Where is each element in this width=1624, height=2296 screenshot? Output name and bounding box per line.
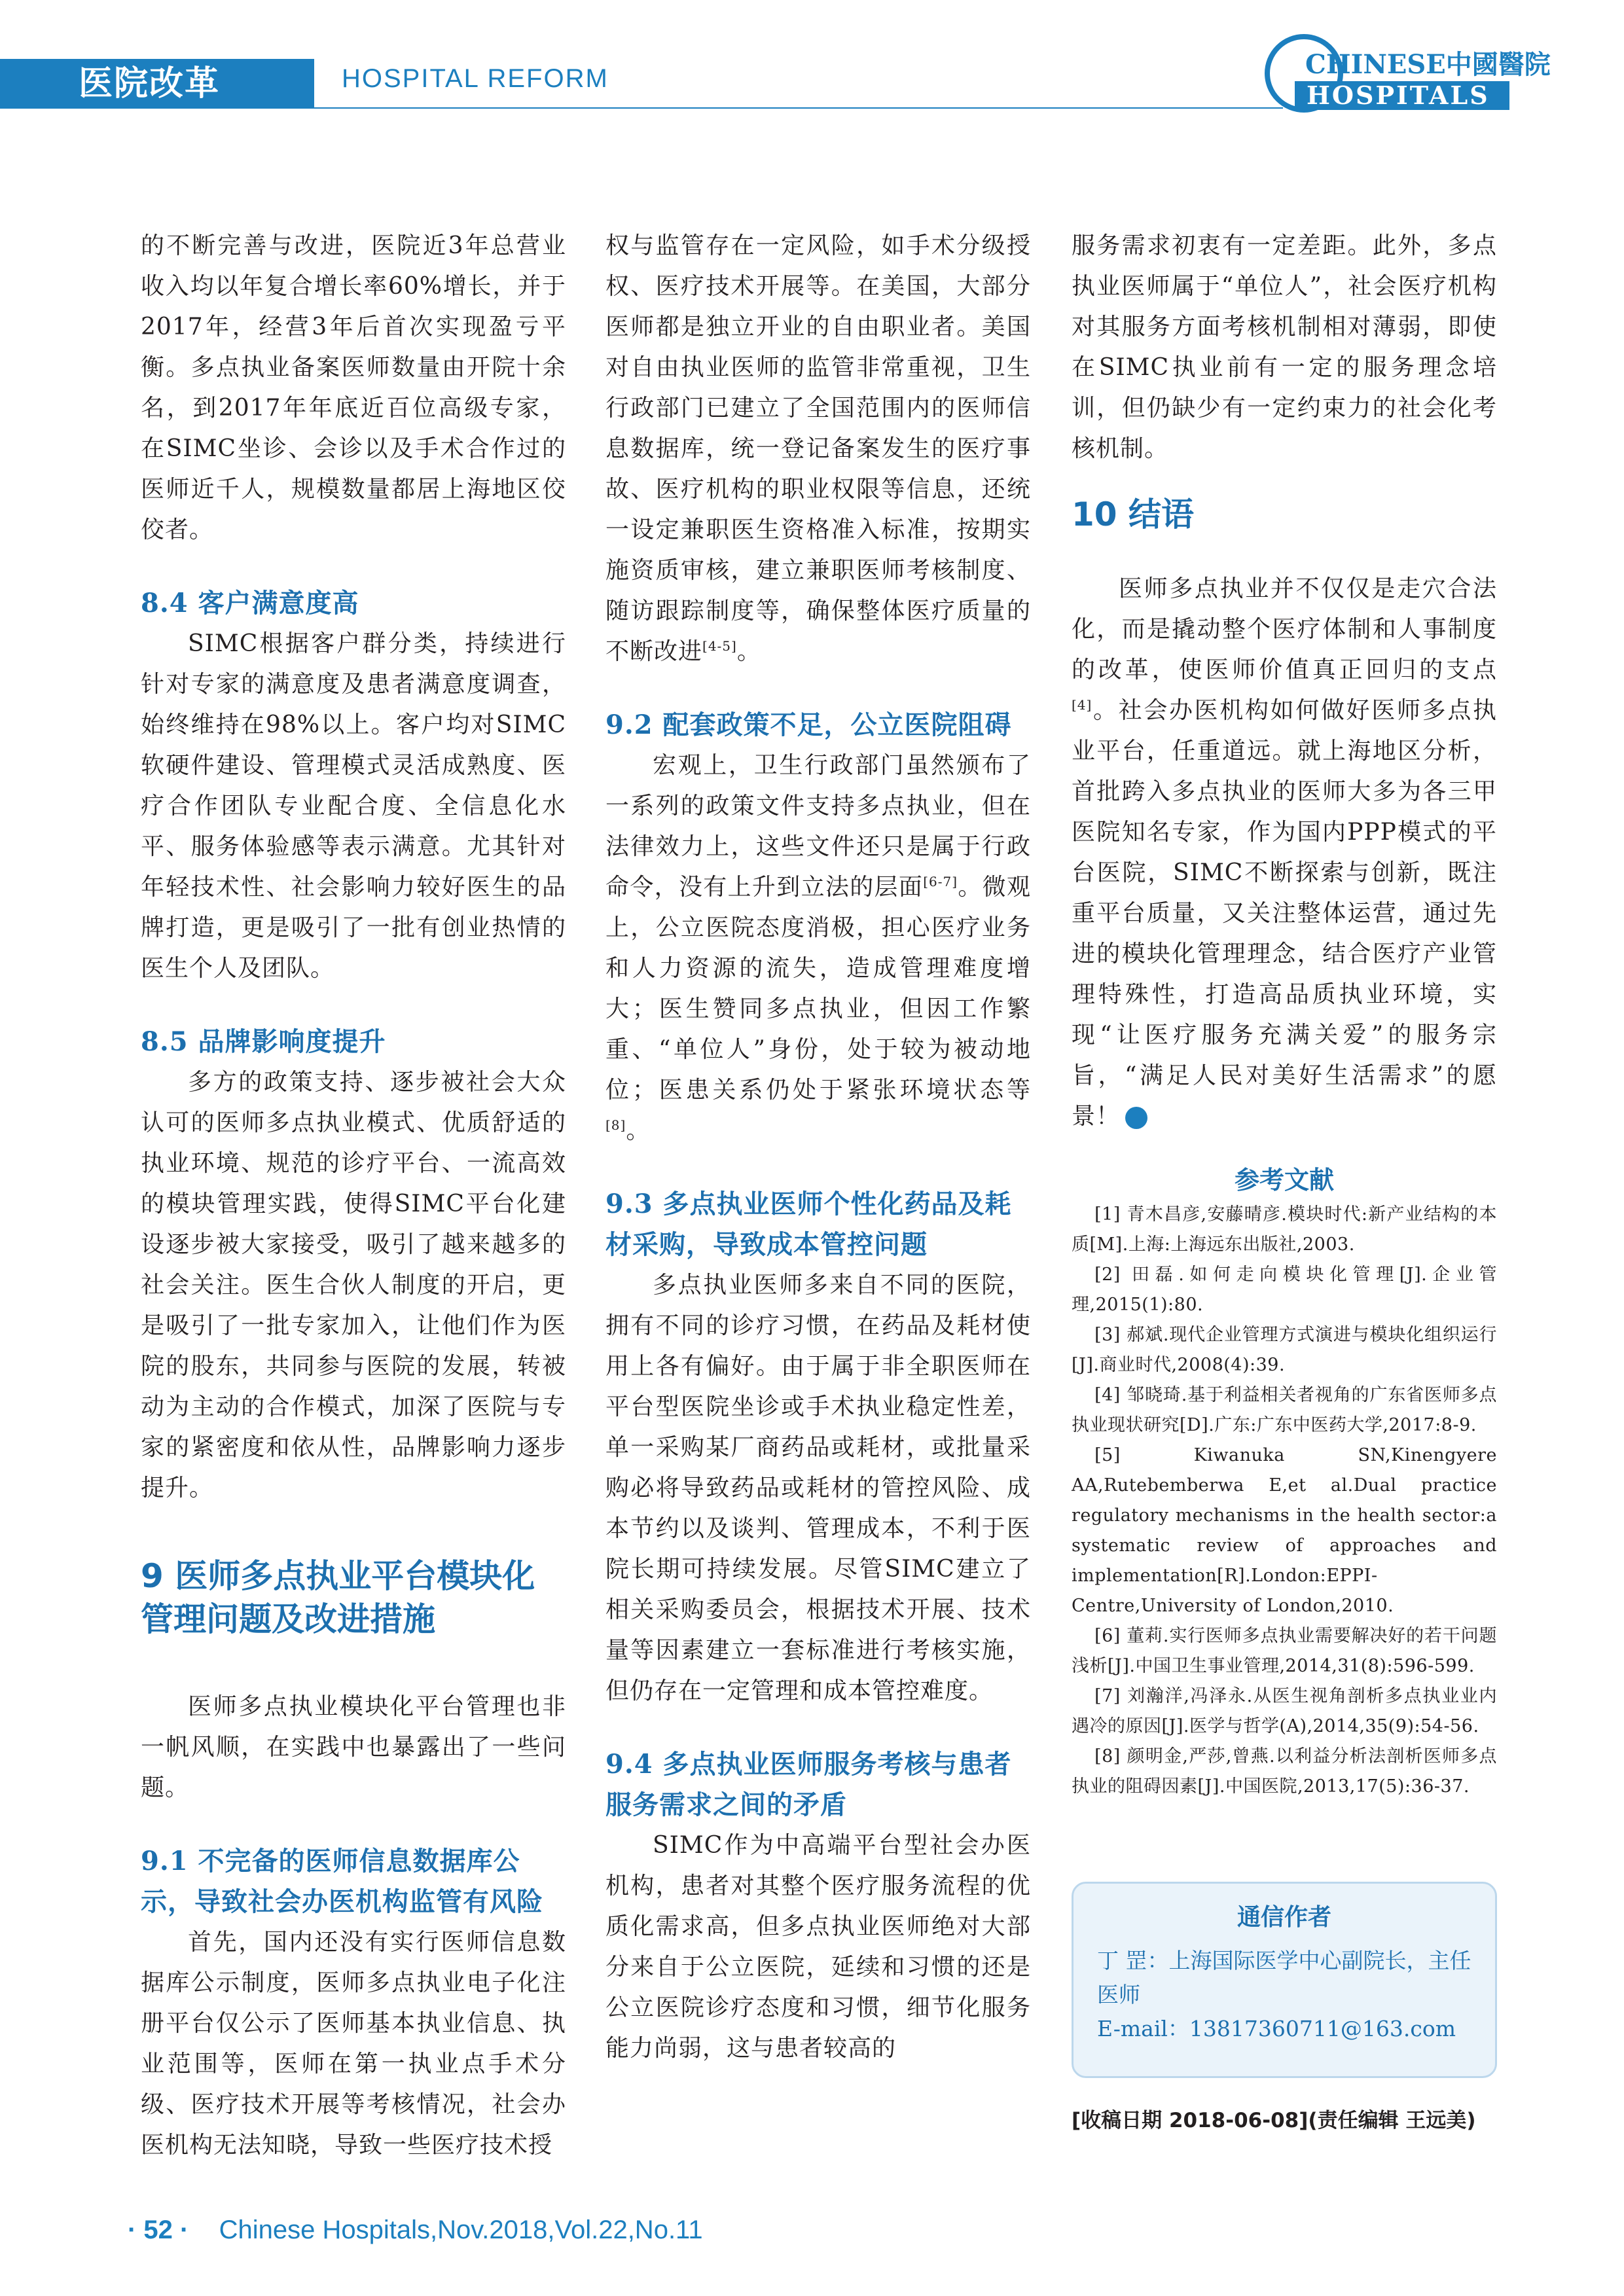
subheading-8-5: 8.5 品牌影响度提升 <box>141 1026 386 1057</box>
header-rule <box>314 107 1283 109</box>
journal-logo <box>1263 33 1551 115</box>
reference-item: [5] Kiwanuka SN,Kinengyere AA,Rutebemberwa E,et al.Dual practice regulatory mechanisms in the health sector:a systematic review of approaches and implementation[R].London:EPPI-Centre,University of London,2010. <box>1072 1445 1497 1616</box>
column-1 <box>141 226 566 2166</box>
section-heading-9: 9 医师多点执业平台模块化管理问题及改进措施 <box>141 1557 535 1638</box>
subheading-9-1: 9.1 不完备的医师信息数据库公示，导致社会办医机构监管有风险 <box>141 1846 543 1917</box>
paragraph: SIMC根据客户群分类，持续进行针对专家的满意度及患者满意度调查，始终维持在98%以上。客户均对SIMC软硬件建设、管理模式灵活成熟度、医疗合作团队专业配合度、全信息化水平、服务体验感等表示满意。尤其针对年轻技术性、社会影响力较好医生的品牌打造，更是吸引了一批有创业热情的医生个人及团队。 <box>141 630 566 982</box>
reference-item: [3] 郝斌.现代企业管理方式演进与模块化组织运行[J].商业时代,2008(4):39. <box>1072 1325 1497 1375</box>
citation: [6-7] <box>923 874 958 889</box>
correspondence-email: E-mail：13817360711@163.com <box>1097 2016 1456 2041</box>
subheading-8-4: 8.4 客户满意度高 <box>141 588 359 619</box>
paragraph: 宏观上，卫生行政部门虽然颁布了一系列的政策文件支持多点执业，但在法律效力上，这些文件还只是属于行政命令，没有上升到立法的层面[6-7]。微观上，公立医院态度消极，担心医疗业务和人力资源的流失，造成管理难度增大；医生赞同多点执业，但因工作繁重、“单位人”身份，处于较为被动地位；医患关系仍处于紧张环境状态等[8]。 <box>605 752 1031 1144</box>
paragraph: 多点执业医师多来自不同的医院，拥有不同的诊疗习惯，在药品及耗材使用上各有偏好。由于属于非全职医师在平台型医院坐诊或手术执业稳定性差，单一采购某厂商药品或耗材，或批量采购必将导致药品或耗材的管控风险、成本节约以及谈判、管理成本，不利于医院长期可持续发展。尽管SIMC建立了相关采购委员会，根据技术开展、技术量等因素建立一套标准进行考核实施，但仍存在一定管理和成本管控难度。 <box>605 1272 1031 1704</box>
paragraph: 多方的政策支持、逐步被社会大众认可的医师多点执业模式、优质舒适的执业环境、规范的诊疗平台、一流高效的模块管理实践，使得SIMC平台化建设逐步被大家接受，吸引了越来越多的社会关注。医生合伙人制度的开启，更是吸引了一批专家加入，让他们作为医院的股东，共同参与医院的发展，转被动为主动的合作模式，加深了医院与专家的紧密度和依从性，品牌影响力逐步提升。 <box>141 1069 566 1501</box>
page-number: · 52 · <box>128 2215 189 2244</box>
logo-top-text: CHINESE中國醫院 <box>1305 49 1551 80</box>
section-title-en: HOSPITAL REFORM <box>342 64 609 93</box>
reference-item: [2] 田磊.如何走向模块化管理[J].企业管理,2015(1):80. <box>1072 1265 1497 1315</box>
subheading-9-3: 9.3 多点执业医师个性化药品及耗材采购，导致成本管控问题 <box>605 1189 1012 1260</box>
paragraph: SIMC作为中高端平台型社会办医机构，患者对其整个医疗服务流程的优质化需求高，但多点执业医师绝对大部分来自于公立医院，延续和习惯的还是公立医院诊疗态度和习惯，细节化服务能力尚弱，这与患者较高的 <box>605 1832 1031 2062</box>
paragraph: 权与监管存在一定风险，如手术分级授权、医疗技术开展等。在美国，大部分医师都是独立开业的自由职业者。美国对自由执业医师的监管非常重视，卫生行政部门已建立了全国范围内的医师信息数据库，统一登记备案发生的医疗事故、医疗机构的职业权限等信息，还统一设定兼职医生资格准入标准，按期实施资质审核，建立兼职医师考核制度、随访跟踪制度等，确保整体医疗质量的不断改进[4-5]。 <box>605 232 1031 665</box>
correspondence-title: 通信作者 <box>1236 1904 1331 1931</box>
column-2 <box>605 226 1031 2069</box>
section-heading-10: 10 结语 <box>1072 495 1194 533</box>
paragraph: 首先，国内还没有实行医师信息数据库公示制度，医师多点执业电子化注册平台仅公示了医师基本执业信息、执业范围等，医师在第一执业点手术分级、医疗技术开展等考核情况，社会办医机构无法知晓，导致一些医疗技术授 <box>141 1929 566 2159</box>
citation: [4] <box>1072 697 1092 713</box>
reference-item: [4] 邹晓琦.基于利益相关者视角的广东省医师多点执业现状研究[D].广东:广东中医药大学,2017:8-9. <box>1072 1385 1497 1435</box>
subheading-9-2: 9.2 配套政策不足，公立医院阻碍 <box>605 709 1012 740</box>
reference-item: [6] 董莉.实行医师多点执业需要解决好的若干问题浅析[J].中国卫生事业管理,2014,31(8):596-599. <box>1072 1626 1497 1676</box>
paragraph: 医师多点执业并不仅仅是走穴合法化，而是撬动整个医疗体制和人事制度的改革，使医师价值真正回归的支点[4]。社会办医机构如何做好医师多点执业平台，任重道远。就上海地区分析，首批跨入多点执业的医师大多为各三甲医院知名专家，作为国内PPP模式的平台医院，SIMC不断探索与创新，既注重平台质量，又关注整体运营，通过先进的模块化管理理念，结合医疗产业管理特殊性，打造高品质执业环境，实现“让医疗服务充满关爱”的服务宗旨，“满足人民对美好生活需求”的愿景！ <box>1072 575 1497 1130</box>
reference-item: [7] 刘瀚洋,冯泽永.从医生视角剖析多点执业业内遇冷的原因[J].医学与哲学(A),2014,35(9):54-56. <box>1072 1686 1497 1736</box>
reference-item: [1] 青木昌彦,安藤晴彦.模块时代:新产业结构的本质[M].上海:上海远东出版社,2003. <box>1072 1204 1497 1255</box>
journal-citation: Chinese Hospitals,Nov.2018,Vol.22,No.11 <box>219 2215 703 2244</box>
citation: [4-5] <box>702 638 737 654</box>
correspondence-author: 丁 罡：上海国际医学中心副院长，主任医师 <box>1097 1948 1471 2007</box>
correspondence-box <box>1072 1882 1497 2078</box>
logo-bottom-text: HOSPITALS <box>1307 81 1490 110</box>
paragraph: 服务需求初衷有一定差距。此外，多点执业医师属于“单位人”，社会医疗机构对其服务方面考核机制相对薄弱，即使在SIMC执业前有一定的服务理念培训，但仍缺少有一定约束力的社会化考核机制。 <box>1072 232 1497 462</box>
section-title-cn: 医院改革 <box>0 59 314 109</box>
paragraph: 医师多点执业模块化平台管理也非一帆风顺，在实践中也暴露出了一些问题。 <box>141 1693 566 1801</box>
references-title: 参考文献 <box>1234 1166 1334 1194</box>
paragraph: 的不断完善与改进，医院近3年总营业收入均以年复合增长率60%增长，并于2017年，经营3年后首次实现盈亏平衡。多点执业备案医师数量由开院十余名，到2017年年底近百位高级专家，在SIMC坐诊、会诊以及手术合作过的医师近千人，规模数量都居上海地区佼佼者。 <box>141 232 566 543</box>
citation: [8] <box>605 1117 626 1133</box>
subheading-9-4: 9.4 多点执业医师服务考核与患者服务需求之间的矛盾 <box>605 1749 1012 1820</box>
end-mark-icon <box>1125 1107 1147 1129</box>
page-footer <box>128 2215 703 2245</box>
column-3 <box>1072 226 1497 1802</box>
received-date: [收稿日期 2018-06-08](责任编辑 王远美) <box>1072 2109 1476 2132</box>
reference-item: [8] 颜明金,严莎,曾燕.以利益分析法剖析医师多点执业的阻碍因素[J].中国医院,2013,17(5):36-37. <box>1072 1746 1497 1797</box>
